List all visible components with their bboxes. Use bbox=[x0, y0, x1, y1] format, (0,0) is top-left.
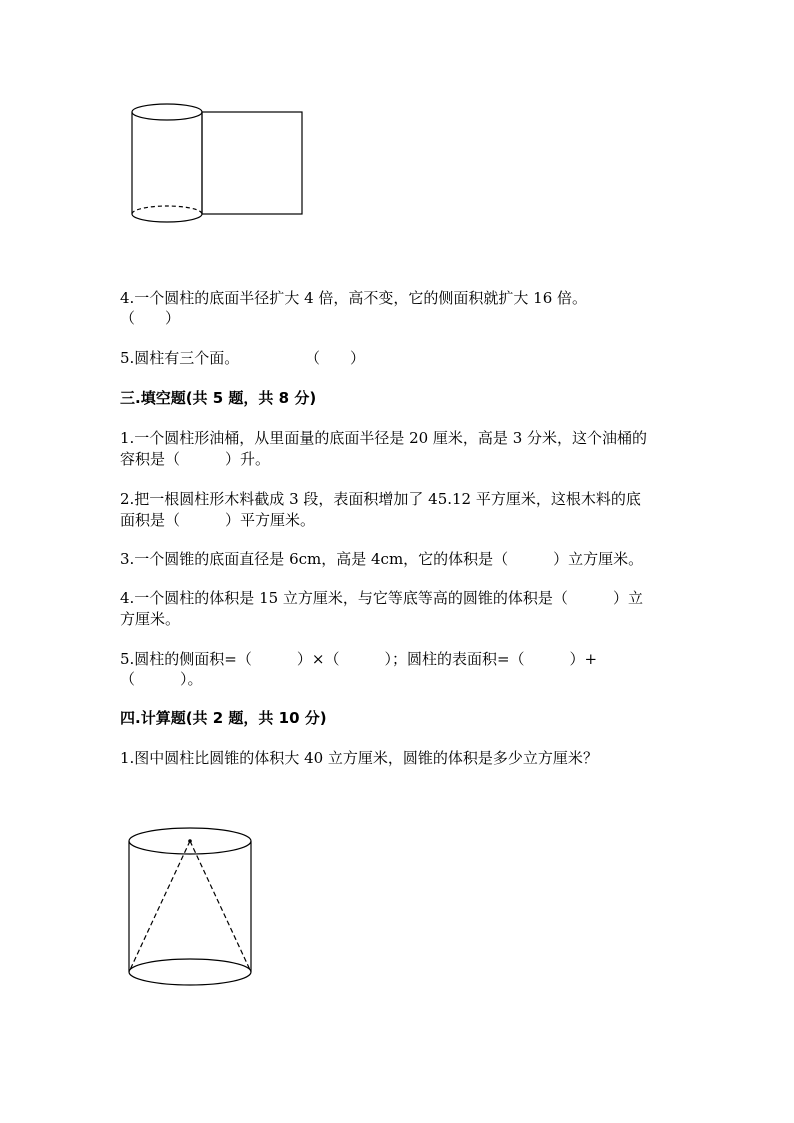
fill-q4-line2: 方厘米。 bbox=[120, 610, 181, 628]
fill-q2-line1: 2.把一根圆柱形木料截成 3 段，表面积增加了 45.12 平方厘米，这根木料的底 bbox=[120, 490, 641, 508]
judgement-q5-answer-paren: （ ） bbox=[305, 349, 366, 367]
section4-heading: 四.计算题(共 2 题，共 10 分) bbox=[120, 709, 327, 727]
calc-q1-line1: 1.图中圆柱比圆锥的体积大 40 立方厘米，圆锥的体积是多少立方厘米？ bbox=[120, 749, 598, 767]
cylinder-cone-figure bbox=[124, 826, 260, 992]
section3-heading: 三.填空题(共 5 题，共 8 分) bbox=[120, 389, 317, 407]
fill-q3-line1: 3.一个圆锥的底面直径是 6cm，高是 4cm，它的体积是（ ）立方厘米。 bbox=[120, 550, 644, 568]
cylinder-unrolled-figure bbox=[128, 100, 308, 226]
judgement-q4-answer-paren: （ ） bbox=[120, 309, 181, 327]
fill-q2-line2: 面积是（ ）平方厘米。 bbox=[120, 511, 316, 529]
judgement-q5-text: 5.圆柱有三个面。 bbox=[120, 349, 240, 367]
fill-q4-line1: 4.一个圆柱的体积是 15 立方厘米，与它等底等高的圆锥的体积是（ ）立 bbox=[120, 589, 643, 607]
fill-q1-line1: 1.一个圆柱形油桶，从里面量的底面半径是 20 厘米，高是 3 分米，这个油桶的 bbox=[120, 429, 648, 447]
judgement-q4-line1: 4.一个圆柱的底面半径扩大 4 倍，高不变，它的侧面积就扩大 16 倍。 bbox=[120, 289, 588, 307]
fill-q5-line2: （ ）。 bbox=[120, 670, 203, 688]
fill-q5-line1: 5.圆柱的侧面积=（ ）×（ ）；圆柱的表面积=（ ）+ bbox=[120, 650, 598, 668]
fill-q1-line2: 容积是（ ）升。 bbox=[120, 450, 271, 468]
